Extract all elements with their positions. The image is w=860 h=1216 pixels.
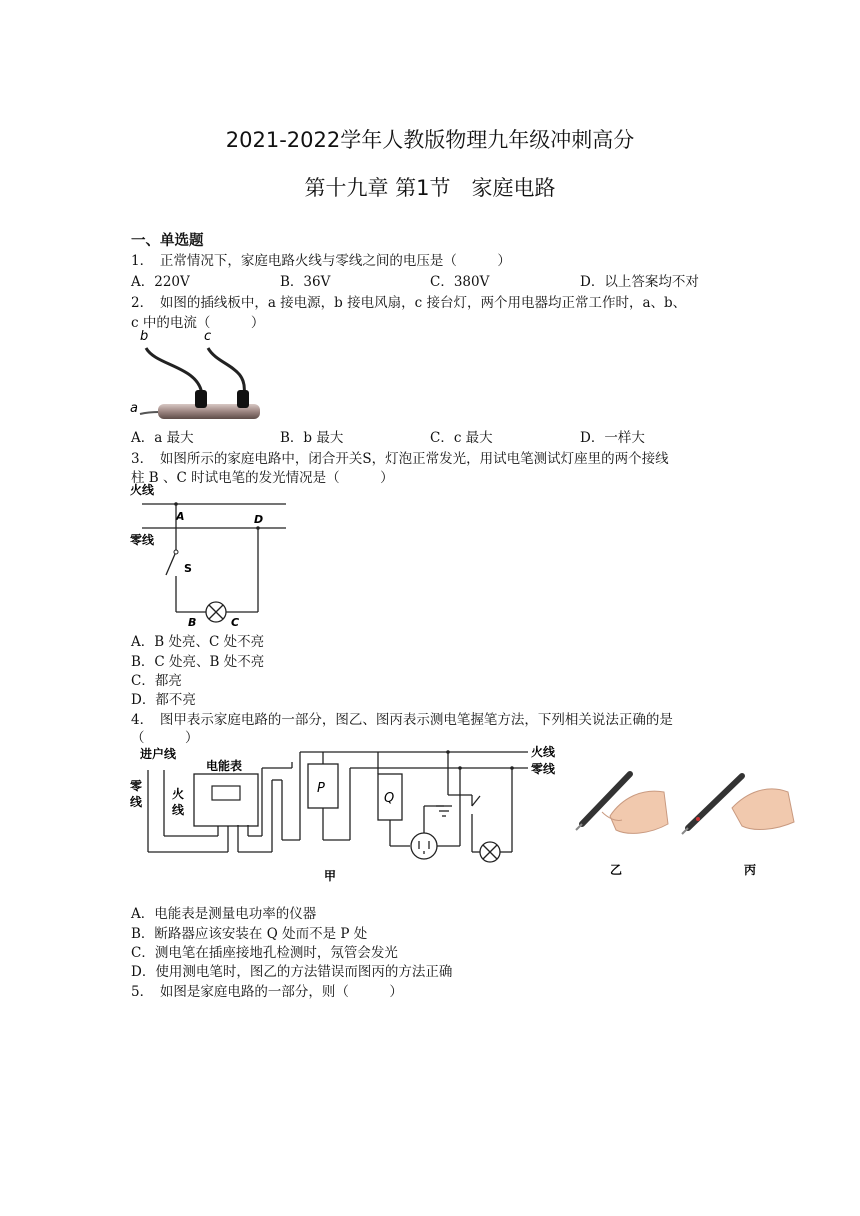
power-strip-figure — [128, 326, 268, 426]
q3-stem-line1: 3． 如图所示的家庭电路中，闭合开关S，灯泡正常发光，用试电笔测试灯座里的两个接线 — [131, 451, 669, 467]
q3-option-a: A．B 处亮、C 处不亮 — [131, 634, 265, 650]
label-bus-live: 火线 — [531, 745, 556, 759]
label-a: a — [130, 401, 138, 416]
label-neutral-vertical-1: 零 — [130, 779, 143, 793]
label-meter: 电能表 — [206, 759, 243, 773]
doc-title: 2021-2022学年人教版物理九年级冲刺高分 — [225, 128, 635, 152]
label-point-a: A — [176, 510, 185, 523]
q5-stem: 5． 如图是家庭电路的一部分，则（ ） — [131, 984, 403, 1000]
label-bing: 丙 — [744, 863, 757, 877]
q2-option-a: A．a 最大 — [131, 430, 194, 446]
q4-option-b: B．断路器应该安装在 Q 处而不是 P 处 — [131, 926, 368, 942]
cable-b — [146, 348, 202, 394]
label-point-b: B — [188, 616, 197, 628]
label-p: P — [317, 781, 325, 796]
label-neutral-vertical-2: 线 — [130, 795, 143, 809]
label-point-d: D — [254, 513, 264, 526]
section-heading: 一、单选题 — [131, 233, 204, 249]
hand-yi — [610, 791, 668, 833]
label-b: b — [140, 329, 149, 344]
pen-tip-yi — [576, 824, 582, 830]
label-jia: 甲 — [324, 869, 337, 883]
plug-c — [237, 390, 249, 408]
label-c: c — [204, 329, 212, 344]
label-inlet: 进户线 — [140, 747, 177, 761]
q3-option-b: B．C 处亮、B 处不亮 — [131, 654, 265, 670]
test-pen-figures — [572, 768, 804, 880]
pen-tip-bing — [682, 828, 688, 834]
label-point-c: C — [231, 616, 240, 628]
cable-c — [208, 348, 244, 394]
q1-option-d: D．以上答案均不对 — [580, 274, 699, 290]
node-lamp-n — [510, 766, 514, 770]
q2-stem-line1: 2． 如图的插线板中，a 接电源，b 接电风扇，c 接台灯，两个用电器均正常工作时，a、b、 — [131, 295, 687, 311]
node-socket-n — [458, 766, 462, 770]
label-live-wire: 火线 — [130, 483, 155, 497]
q4-stem-line1: 4． 图甲表示家庭电路的一部分，图乙、图丙表示测电笔握笔方法，下列相关说法正确的是 — [131, 712, 673, 728]
q3-stem-line2: 柱 B 、C 时试电笔的发光情况是（ ） — [131, 470, 394, 486]
q4-option-d: D．使用测电笔时，图乙的方法错误而图丙的方法正确 — [131, 964, 453, 980]
label-live-vertical-2: 线 — [172, 803, 185, 817]
label-bus-neutral: 零线 — [531, 762, 556, 776]
label-yi: 乙 — [610, 863, 623, 877]
q3-circuit-figure — [128, 480, 293, 628]
doc-subtitle: 第十九章 第1节 家庭电路 — [304, 176, 556, 200]
q2-stem-line2: c 中的电流（ ） — [131, 315, 265, 331]
q1-option-c: C．380V — [430, 274, 490, 290]
neon-bing — [696, 817, 700, 821]
q3-option-c: C．都亮 — [131, 673, 182, 689]
hand-pen-bing — [682, 776, 794, 834]
switch-blade — [166, 554, 175, 575]
q1-option-a: A．220V — [131, 274, 190, 290]
q4-option-a: A．电能表是测量电功率的仪器 — [131, 906, 317, 922]
plug-b — [195, 390, 207, 408]
hand-bing — [732, 789, 794, 830]
q2-option-c: C．c 最大 — [430, 430, 493, 446]
q4-stem-line2: （ ） — [131, 730, 199, 746]
q4-circuit-figure-jia — [128, 740, 568, 885]
meter-display — [212, 786, 240, 800]
label-live-vertical-1: 火 — [172, 787, 185, 801]
switch-pivot — [174, 550, 178, 554]
socket-icon — [411, 833, 437, 859]
pen-bing — [688, 776, 742, 828]
q2-option-d: D．一样大 — [580, 430, 645, 446]
q1-stem: 1． 正常情况下，家庭电路火线与零线之间的电压是（ ） — [131, 253, 511, 269]
q4-option-c: C．测电笔在插座接地孔检测时，氖管会发光 — [131, 945, 398, 961]
lamp-switch — [472, 796, 480, 806]
cable-a — [140, 412, 160, 414]
q3-option-d: D．都不亮 — [131, 692, 196, 708]
label-switch-s: S — [184, 562, 192, 575]
q2-option-b: B．b 最大 — [280, 430, 344, 446]
q1-option-b: B．36V — [280, 274, 331, 290]
label-neutral-wire: 零线 — [130, 533, 155, 547]
hand-pen-yi — [576, 774, 668, 833]
label-q: Q — [384, 791, 395, 806]
